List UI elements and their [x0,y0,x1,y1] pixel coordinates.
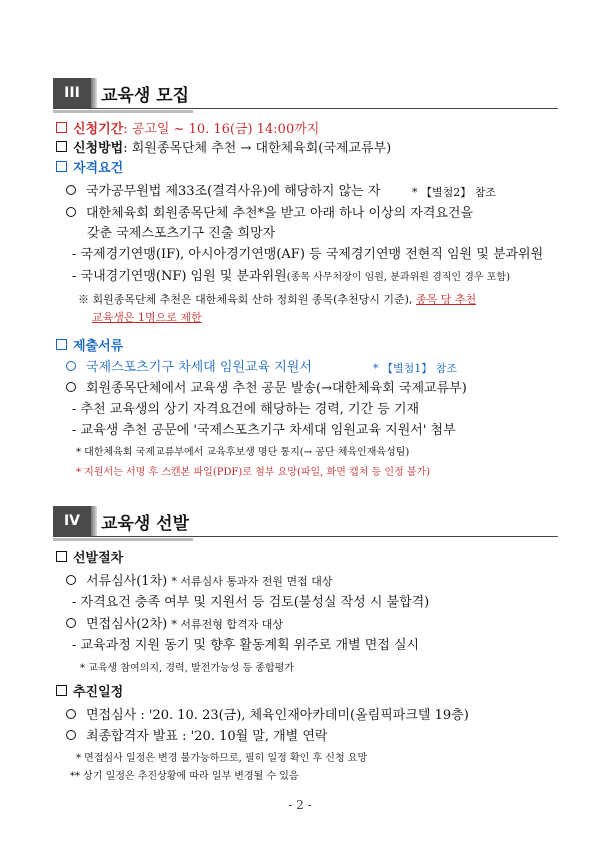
dash-item: - 국제경기연맹(IF), 아시아경기연맹(AF) 등 국제경기연맹 전현직 임원 및 분과위원 [72,247,544,262]
section-number-badge: III [53,78,91,108]
annex-note: * 【별첨1】 참조 [373,362,457,375]
dash-item: - 교육과정 지원 동기 및 향후 활동계획 위주로 개별 면접 실시 [72,638,420,653]
checkbox-icon [56,161,67,172]
documents-heading: 제출서류 [56,338,123,356]
note: * 교육생 참여의지, 경력, 발전가능성 등 종합평가 [80,663,294,674]
section-title: 교육생 모집 [101,86,190,106]
circle-bullet-icon [66,618,76,628]
list-item: 회원종목단체에서 교육생 추천 공문 발송(→대한체육회 국제교류부) [66,380,467,398]
checkbox-icon [56,339,67,350]
list-item: 최종합격자 발표 : '20. 10월 말, 개별 연락 [66,728,327,746]
circle-bullet-icon [66,730,76,740]
dash-item: - 자격요건 충족 여부 및 지원서 등 검토(불성실 작성 시 불합격) [72,595,430,610]
schedule-heading: 추진일정 [56,684,123,702]
note: * 대한체육회 국제교류부에서 교육후보생 명단 통지(→ 공단 체육인재육성팀) [76,447,410,458]
annex-note: * 【별첨2】 참조 [412,186,496,199]
note: ** 상기 일정은 추진상황에 따라 일부 변경될 수 있음 [70,771,299,782]
list-item: 국가공무원법 제33조(결격사유)에 해당하지 않는 자 [66,183,380,201]
circle-bullet-icon [66,382,76,392]
list-item: 면접심사 : '20. 10. 23(금), 체육인재아카데미(올림픽파크텔 19층) [66,707,469,725]
checkbox-icon [56,141,67,152]
note: * 면접심사 일정은 변경 불가능하므로, 필히 일정 확인 후 신청 요망 [76,753,368,764]
checkbox-icon [56,551,67,562]
list-item-continued: 갖춘 국제스포츠기구 진출 희망자 [87,226,276,241]
checkbox-icon [56,122,67,133]
list-item: 면접심사(2차) * 서류전형 합격자 대상 [66,616,283,634]
circle-bullet-icon [66,709,76,719]
list-item: 국제스포츠기구 차세대 임원교육 지원서 [66,359,312,377]
apply-method: 신청방법: 회원종목단체 추천 → 대한체육회(국제교류부) [56,140,391,158]
dash-item: - 추천 교육생의 상기 자격요건에 해당하는 경력, 기간 등 기재 [72,402,420,417]
selection-heading: 선발절차 [56,550,123,568]
list-item: 대한체육회 회원종목단체 추천*을 받고 아래 하나 이상의 자격요건을 [66,205,473,223]
divider-accent [53,110,193,113]
circle-bullet-icon [66,207,76,217]
note-red: * 지원서는 서명 후 스캔본 파일(PDF)로 첨부 요망(파일, 화면 캡처 등 인정 불가) [76,467,431,478]
circle-bullet-icon [66,361,76,371]
circle-bullet-icon [66,185,76,195]
section-number-badge: IV [53,506,91,536]
dash-item: - 국내경기연맹(NF) 임원 및 분과위원(종목 사무처장이 임원, 분과위원 겸직인 경우 포함) [72,269,510,284]
note: ※ 회원종목단체 추천은 대한체육회 산하 정회원 종목(추천당시 기준), 종목 당 추천 [78,293,477,306]
section-title: 교육생 선발 [101,514,190,534]
qualification-heading: 자격요건 [56,160,123,178]
divider [53,108,558,109]
divider-accent [53,538,193,541]
note-continued: 교육생은 1명으로 제한 [92,311,202,324]
page-number: - 2 - [288,798,312,812]
divider [53,536,558,537]
circle-bullet-icon [66,575,76,585]
dash-item: - 교육생 추천 공문에 '국제스포츠기구 차세대 임원교육 지원서' 첨부 [72,423,456,438]
apply-period: 신청기간: 공고일 ~ 10. 16(금) 14:00까지 [56,121,319,139]
list-item: 서류심사(1차) * 서류심사 통과자 전원 면접 대상 [66,573,332,591]
checkbox-icon [56,685,67,696]
